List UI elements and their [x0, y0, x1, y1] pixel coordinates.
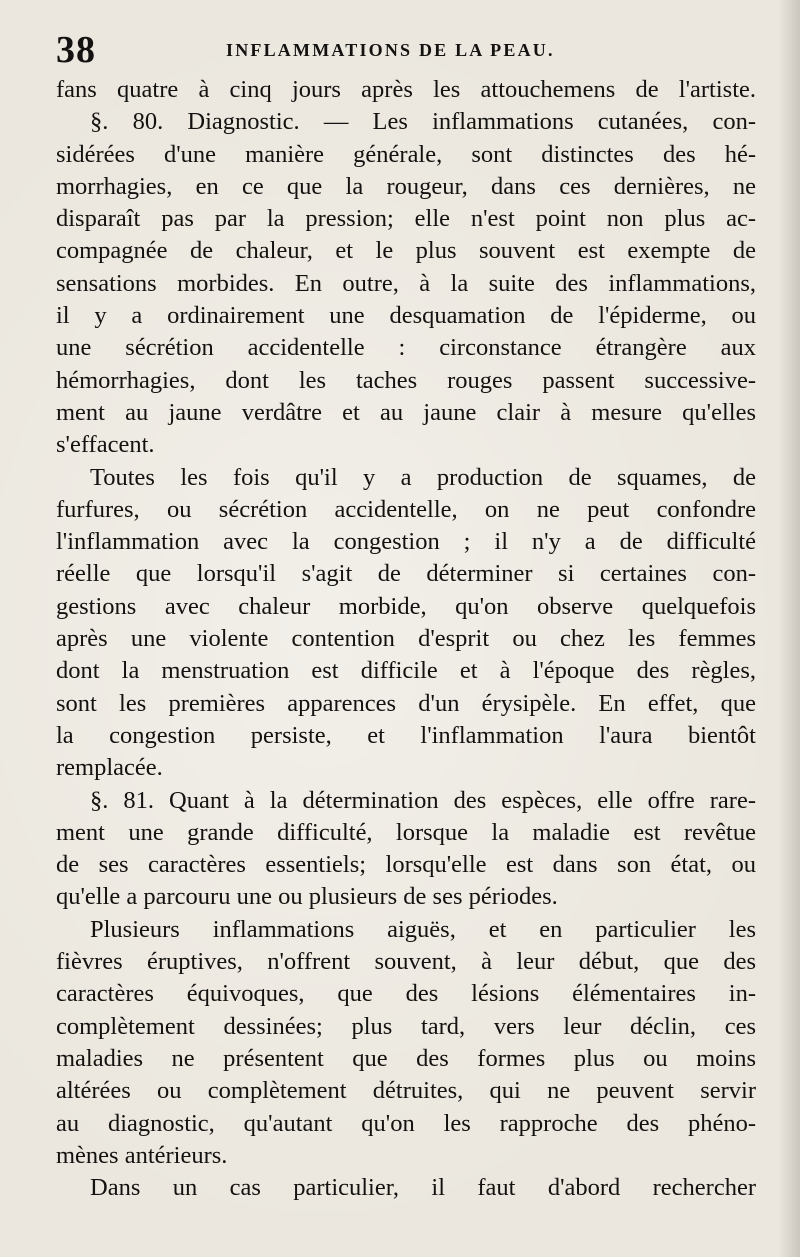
text-line: disparaît pas par la pression; elle n'est point non plus ac-: [56, 205, 756, 233]
text-line: au diagnostic, qu'autant qu'on les rapproche des phéno-: [56, 1109, 756, 1137]
text-line: caractères équivoques, que des lésions élémentaires in-: [56, 980, 756, 1008]
text-line: Plusieurs inflammations aiguës, et en particulier les: [90, 915, 756, 943]
text-line: Dans un cas particulier, il faut d'abord rechercher: [90, 1174, 756, 1202]
text-line: morrhagies, en ce que la rougeur, dans ces dernières, ne: [56, 172, 756, 200]
text-line: complètement dessinées; plus tard, vers leur déclin, ces: [56, 1012, 756, 1040]
text-line: Toutes les fois qu'il y a production de squames, de: [90, 463, 756, 491]
text-line: fièvres éruptives, n'offrent souvent, à leur début, que des: [56, 948, 756, 976]
text-line: furfures, ou sécrétion accidentelle, on ne peut confondre: [56, 495, 756, 523]
text-line: s'effacent.: [56, 431, 155, 459]
text-line: ment au jaune verdâtre et au jaune clair à mesure qu'elles: [56, 398, 756, 426]
text-line: ment une grande difficulté, lorsque la maladie est revêtue: [56, 818, 756, 846]
text-line: réelle que lorsqu'il s'agit de déterminer si certaines con-: [56, 560, 756, 588]
text-line: maladies ne présentent que des formes plus ou moins: [56, 1044, 756, 1072]
body-text: [56, 74, 756, 1204]
text-line: §. 80. Diagnostic. — Les inflammations cutanées, con-: [90, 108, 756, 136]
text-line: altérées ou complètement détruites, qui ne peuvent servir: [56, 1077, 756, 1105]
page-edge-shadow: [778, 0, 800, 1257]
page-header: [56, 28, 758, 74]
text-line: gestions avec chaleur morbide, qu'on observe quelquefois: [56, 592, 756, 620]
text-line: dont la menstruation est difficile et à l'époque des règles,: [56, 657, 756, 685]
page-number: 38: [56, 29, 96, 71]
text-line: §. 81. Quant à la détermination des espèces, elle offre rare-: [90, 786, 756, 814]
text-line: sensations morbides. En outre, à la suite des inflammations,: [56, 269, 756, 297]
text-line: compagnée de chaleur, et le plus souvent est exempte de: [56, 237, 756, 265]
text-line: mènes antérieurs.: [56, 1141, 228, 1169]
text-line: qu'elle a parcouru une ou plusieurs de ses périodes.: [56, 883, 558, 911]
text-line: de ses caractères essentiels; lorsqu'elle est dans son état, ou: [56, 851, 756, 879]
text-line: fans quatre à cinq jours après les attouchemens de l'artiste.: [56, 76, 756, 103]
text-line: une sécrétion accidentelle : circonstance étrangère aux: [56, 334, 756, 362]
text-line: remplacée.: [56, 754, 163, 782]
text-line: après une violente contention d'esprit ou chez les femmes: [56, 625, 756, 653]
text-line: sont les premières apparences d'un érysipèle. En effet, que: [56, 689, 756, 717]
text-line: sidérées d'une manière générale, sont distinctes des hé-: [56, 140, 756, 168]
text-line: l'inflammation avec la congestion ; il n'y a de difficulté: [56, 528, 756, 556]
text-line: il y a ordinairement une desquamation de l'épiderme, ou: [56, 302, 756, 330]
text-line: la congestion persiste, et l'inflammation l'aura bientôt: [56, 721, 756, 749]
text-line: hémorrhagies, dont les taches rouges passent successive-: [56, 366, 756, 394]
running-title: INFLAMMATIONS DE LA PEAU.: [226, 40, 555, 60]
